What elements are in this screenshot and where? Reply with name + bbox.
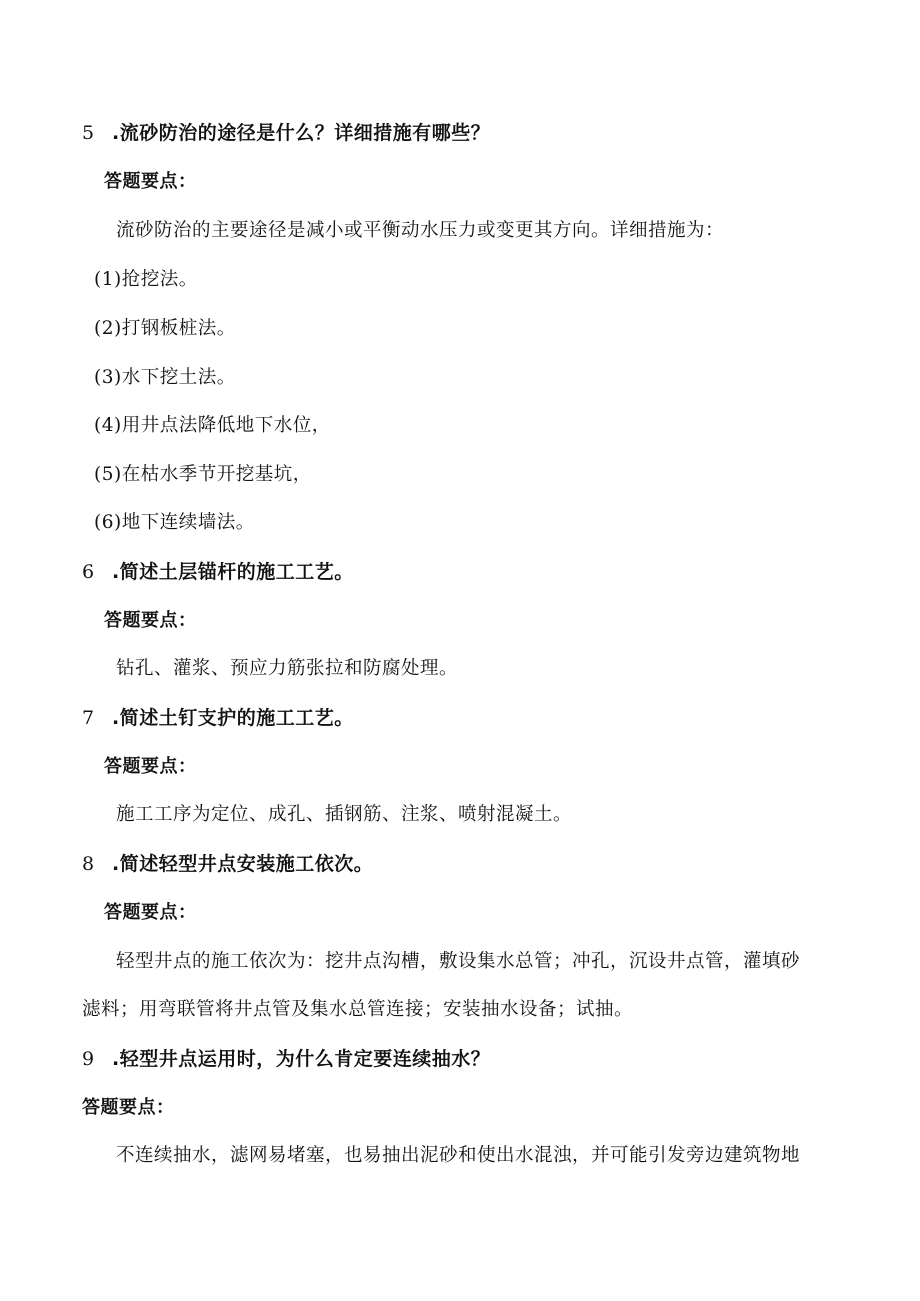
question-5-title: .流砂防治的途径是什么？详细措施有哪些？: [112, 122, 491, 144]
question-5-item-2: (2)打钢板桩法。: [94, 318, 236, 339]
question-5-number: 5: [82, 122, 95, 144]
question-8-answer-line-2: 滤料；用弯联管将井点管及集水总管连接；安装抽水设备；试抽。: [82, 999, 634, 1020]
question-6-number: 6: [82, 561, 95, 583]
question-9-number: 9: [82, 1048, 95, 1070]
question-8-title: .简述轻型井点安装施工依次。: [112, 853, 374, 875]
question-7-answer-label: 答题要点：: [104, 756, 197, 777]
question-5-answer-label: 答题要点：: [104, 171, 197, 192]
question-5-item-6: (6)地下连续墙法。: [94, 512, 255, 533]
question-7-number: 7: [82, 707, 95, 729]
question-8-number: 8: [82, 853, 95, 875]
question-5-heading: [82, 121, 490, 145]
question-9-heading: [82, 1047, 490, 1071]
question-5-item-3: (3)水下挖土法。: [94, 367, 236, 388]
question-5-answer: 流砂防治的主要途径是减小或平衡动水压力或变更其方向。详细措施为：: [116, 220, 725, 241]
question-6-answer-label: 答题要点：: [104, 610, 197, 631]
question-7-heading: [82, 706, 354, 730]
question-9-title: .轻型井点运用时，为什么肯定要连续抽水？: [112, 1048, 491, 1070]
question-5-item-4: (4)用井点法降低地下水位，: [94, 415, 331, 436]
question-8-answer-label: 答题要点：: [104, 902, 197, 923]
question-5-item-5: (5)在枯水季节开挖基坑，: [94, 464, 312, 485]
question-6-answer: 钻孔、灌浆、预应力筋张拉和防腐处理。: [116, 658, 459, 679]
question-9-answer: 不连续抽水，滤网易堵塞，也易抽出泥砂和使出水混浊，并可能引发旁边建筑物地: [116, 1145, 801, 1166]
question-5-item-1: (1)抢挖法。: [94, 269, 198, 290]
question-6-title: .简述土层锚杆的施工工艺。: [112, 561, 354, 583]
question-8-heading: [82, 852, 373, 876]
question-9-answer-label: 答题要点：: [82, 1097, 175, 1118]
question-7-title: .简述土钉支护的施工工艺。: [112, 707, 354, 729]
question-6-heading: [82, 560, 354, 584]
question-7-answer: 施工工序为定位、成孔、插钢筋、注浆、喷射混凝土。: [116, 804, 573, 825]
question-8-answer-line-1: 轻型井点的施工依次为：挖井点沟槽，敷设集水总管；冲孔，沉设井点管，灌填砂: [116, 951, 801, 972]
